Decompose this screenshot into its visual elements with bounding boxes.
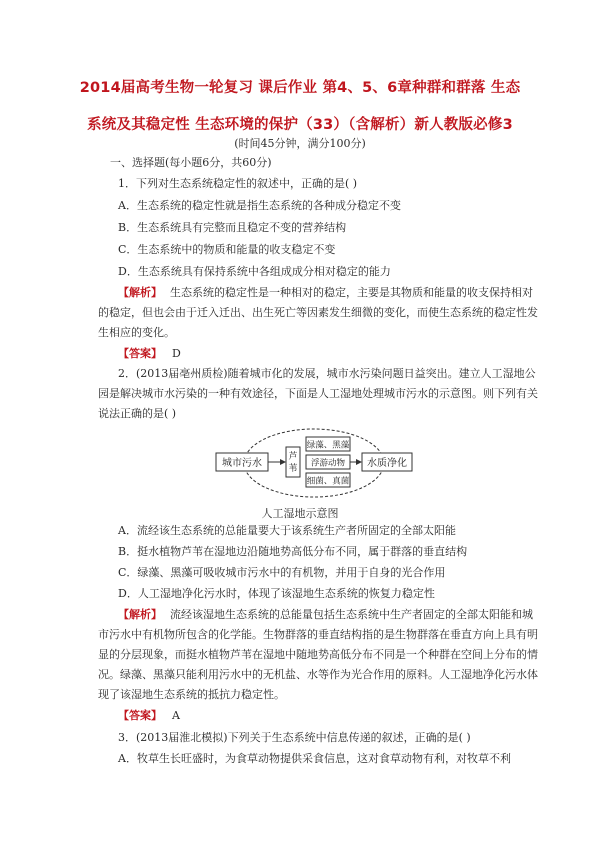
diagram-caption: 人工湿地示意图 xyxy=(261,507,339,520)
document-title-line-1: 2014届高考生物一轮复习 课后作业 第4、5、6章种群和群落 生态 xyxy=(79,80,521,96)
q1-stem: 1．下列对生态系统稳定性的叙述中，正确的是( ) xyxy=(118,177,358,190)
q2-option-a: A．流经该生态系统的总能量要大于该系统生产者所固定的全部太阳能 xyxy=(118,524,456,537)
q2-analysis-line-1: 【解析】 流经该湿地生态系统的总能量包括生态系统中生产者固定的全部太阳能和城 xyxy=(118,608,533,621)
q1-analysis-line-2: 的稳定，但也会由于迁入迁出、出生死亡等因素发生细微的变化，而使生态系统的稳定性发 xyxy=(98,306,538,319)
answer-tag: 【答案】 xyxy=(118,709,162,722)
document-title-line-2: 系统及其稳定性 生态环境的保护（33）（含解析）新人教版必修3 xyxy=(87,117,513,133)
q2-option-b: B．挺水植物芦苇在湿地边沿随地势高低分布不同，属于群落的垂直结构 xyxy=(118,545,468,558)
time-note: (时间45分钟，满分100分) xyxy=(234,137,366,150)
section-heading: 一、选择题(每小题6分，共60分) xyxy=(110,156,272,169)
plant-char-1: 芦 xyxy=(288,452,298,462)
q1-option-b: B．生态系统具有完整而且稳定不变的营养结构 xyxy=(118,221,347,234)
q3-option-a: A．牧草生长旺盛时，为食草动物提供采食信息，这对食草动物有利，对牧草不利 xyxy=(118,752,511,765)
q2-analysis-line-2: 市污水中有机物所包含的化学能。生物群落的垂直结构指的是生物群落在垂直方向上具有明 xyxy=(98,628,538,641)
q3-stem: 3．(2013届淮北模拟)下列关于生态系统中信息传递的叙述，正确的是( ) xyxy=(118,731,471,744)
q1-option-d: D．生态系统具有保持系统中各组成成分相对稳定的能力 xyxy=(118,265,391,278)
arrowhead-out xyxy=(356,459,362,465)
q2-analysis-line-3: 显的分层现象，而挺水植物芦苇在湿地中随地势高低分布不同是一个种群在空间上分布的情 xyxy=(98,648,538,661)
q2-analysis-line-5: 现了该湿地生态系统的抵抗力稳定性。 xyxy=(98,688,285,701)
output-label: 水质净化 xyxy=(367,458,407,469)
item-label-3: 细菌、真菌 xyxy=(306,476,350,487)
arrowhead-in xyxy=(280,459,286,465)
analysis-tag: 【解析】 xyxy=(118,286,162,299)
input-label: 城市污水 xyxy=(222,458,262,469)
q2-option-d: D．人工湿地净化污水时，体现了该湿地生态系统的恢复力稳定性 xyxy=(118,587,435,600)
q2-option-c: C．绿藻、黑藻可吸收城市污水中的有机物，并用于自身的光合作用 xyxy=(118,566,446,579)
analysis-tag: 【解析】 xyxy=(118,608,162,621)
item-label-2: 浮游动物 xyxy=(310,458,346,469)
q2-stem-line-3: 说法正确的是( ) xyxy=(98,407,177,420)
q2-answer: 【答案】 A xyxy=(118,709,180,722)
wetland-diagram xyxy=(210,427,416,499)
q1-option-a: A．生态系统的稳定性就是指生态系统的各种成分稳定不变 xyxy=(118,199,401,212)
plant-char-2: 苇 xyxy=(288,464,298,474)
q1-option-c: C．生态系统中的物质和能量的收支稳定不变 xyxy=(118,243,336,256)
q2-stem-line-1: 2．(2013届亳州质检)随着城市化的发展，城市水污染问题日益突出。建立人工湿地公 xyxy=(118,367,536,380)
q1-analysis-line-1: 【解析】 生态系统的稳定性是一种相对的稳定，主要是其物质和能量的收支保持相对 xyxy=(118,286,533,299)
answer-tag: 【答案】 xyxy=(118,347,162,360)
q2-stem-line-2: 园是解决城市水污染的一种有效途径，下面是人工湿地处理城市污水的示意图。则下列有关 xyxy=(98,387,538,400)
item-label-1: 绿藻、黑藻 xyxy=(306,440,350,451)
q1-analysis-line-3: 生相应的变化。 xyxy=(98,326,175,339)
q1-answer: 【答案】 D xyxy=(118,347,181,360)
q2-analysis-line-4: 况。绿藻、黑藻只能利用污水中的无机盐、水等作为光合作用的原料。人工湿地净化污水体 xyxy=(98,668,538,681)
